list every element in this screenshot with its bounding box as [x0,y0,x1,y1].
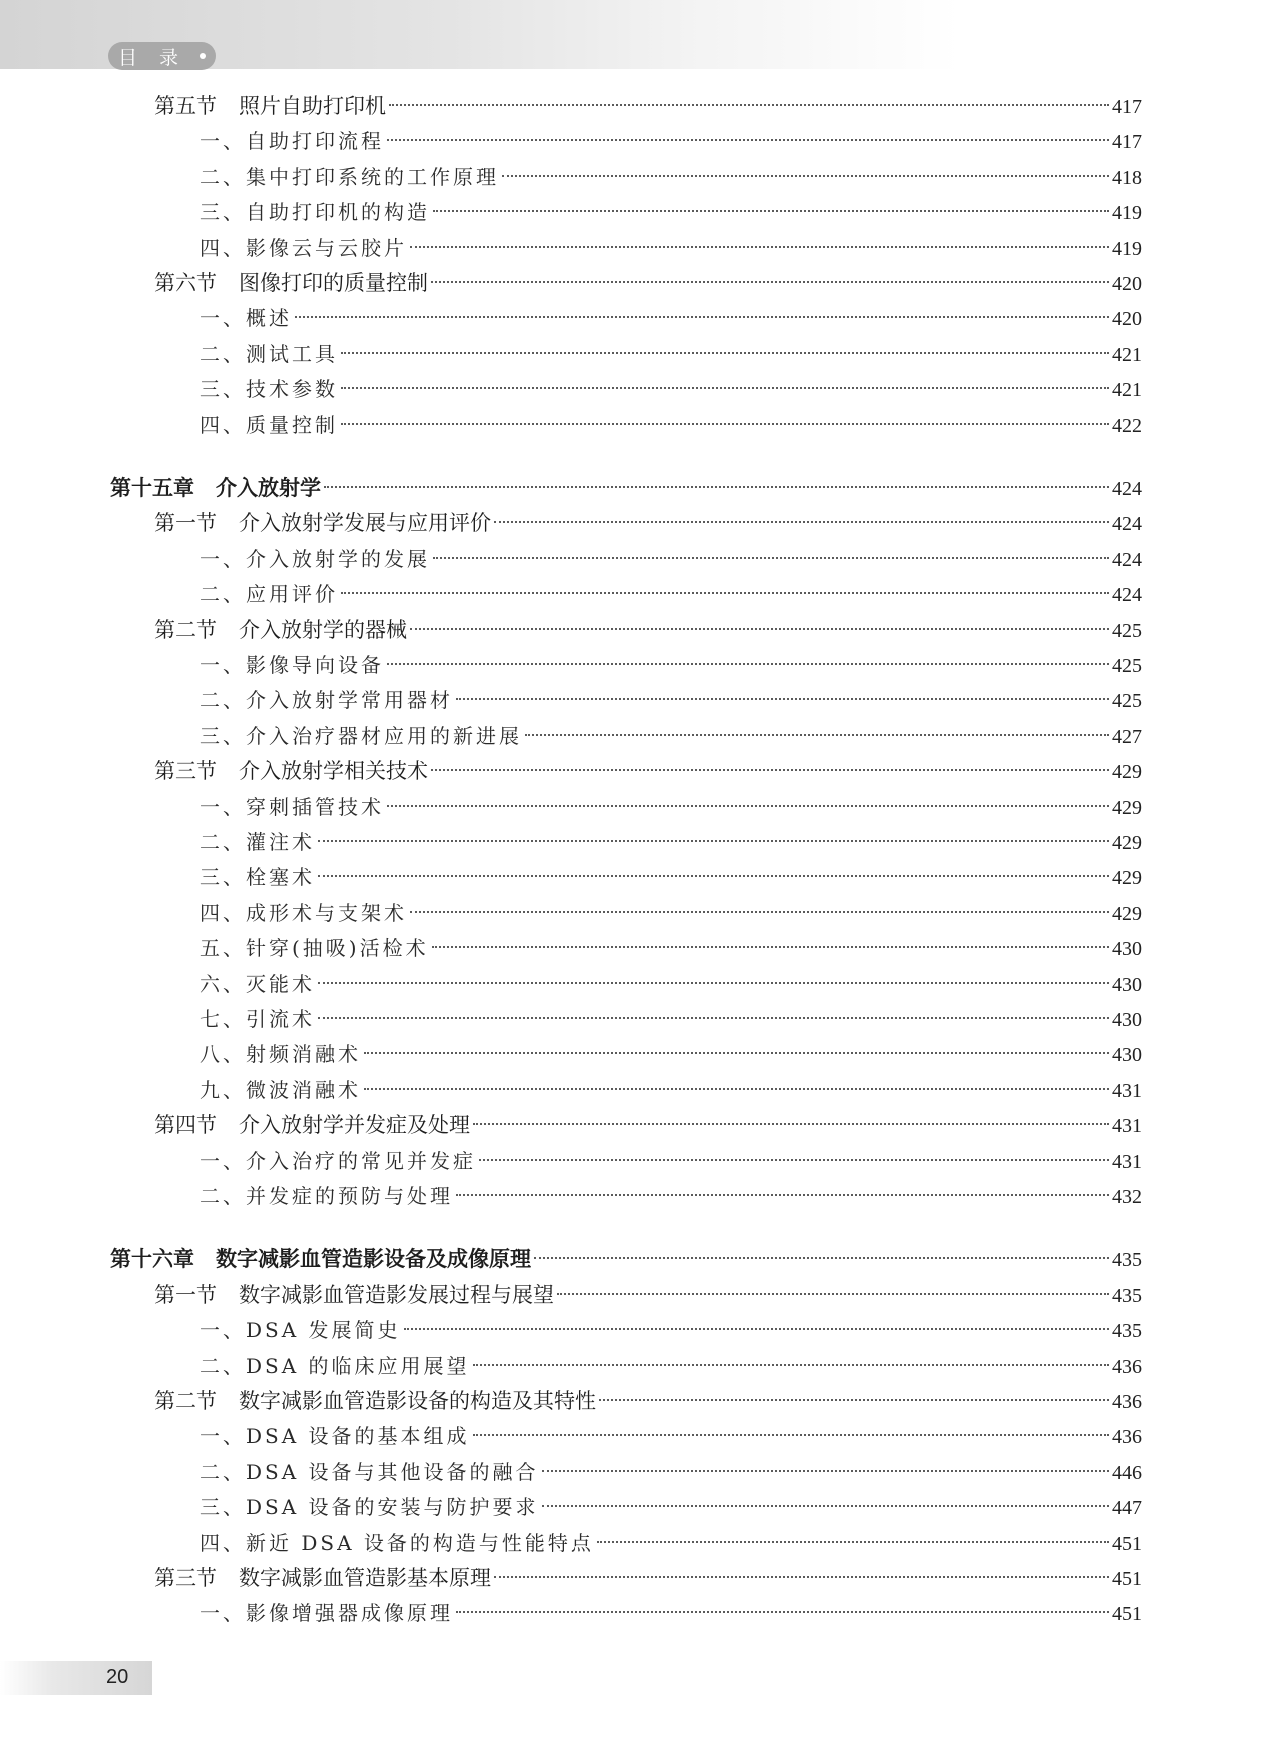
toc-item-row [110,232,1142,266]
toc-item-row [110,196,1142,230]
dot-leader [494,1576,1109,1578]
dot-leader [404,1328,1109,1330]
toc-entry-title [200,684,453,713]
dot-leader [295,316,1109,318]
toc-entry-text: 影像增强器成像原理 [246,1601,453,1626]
dot-leader [542,1470,1109,1472]
toc-entry-number: 八、 [200,1042,246,1067]
toc-entry-title [154,267,428,297]
dot-leader [410,246,1109,248]
toc-entry-text: 技术参数 [246,377,338,402]
toc-entry-number: 二、 [200,1184,246,1208]
toc-entry-number: 第一节 [154,511,217,536]
toc-page-number: 447 [1112,1497,1142,1520]
toc-page-number: 430 [1112,1009,1142,1031]
toc-entry-text: 介入治疗的常见并发症 [246,1148,476,1173]
dot-leader [473,1434,1109,1436]
toc-entry-number: 七、 [200,1007,246,1031]
dot-leader [431,769,1109,771]
dot-leader [341,592,1109,594]
toc-entry-title [200,897,407,926]
toc-entry-title [200,125,384,154]
toc-item-row [110,1180,1142,1214]
toc-entry-number: 一、 [200,306,246,331]
toc-entry-number: 四、 [200,235,246,260]
toc-item-row [110,1038,1142,1072]
dot-leader [456,1194,1109,1196]
toc-section-row [110,90,1142,124]
toc-entry-text: 自助打印机的构造 [246,200,430,225]
toc-entry-text: DSA 设备的基本组成 [246,1424,470,1449]
toc-entry-number: 四、 [200,1530,246,1555]
dot-leader [387,805,1109,807]
dot-leader [473,1123,1109,1125]
toc-entry-title [110,1243,531,1273]
toc-entry-title [200,968,315,997]
toc-page-number: 424 [1112,584,1142,607]
toc-item-row [110,826,1142,860]
dot-leader [387,139,1109,141]
dot-leader [318,875,1109,877]
toc-section-row [110,1109,1142,1143]
toc-entry-number: 三、 [200,200,246,225]
toc-page-number: 435 [1112,1249,1142,1272]
toc-entry-number: 二、 [200,1353,246,1378]
toc-entry-number: 第一节 [154,1282,217,1307]
dot-leader [456,1611,1109,1613]
toc-entry-number: 三、 [200,723,246,748]
toc-entry-title [200,1420,470,1449]
toc-page-number: 430 [1112,938,1142,961]
toc-entry-number: 第十六章 [110,1246,194,1272]
toc-entry-title [200,649,384,678]
footer-band [0,1661,152,1695]
toc-entry-text: 测试工具 [246,341,338,366]
toc-entry-number: 三、 [200,865,246,890]
toc-entry-title [154,1279,554,1309]
toc-entry-number: 四、 [200,412,246,437]
toc-entry-title [200,373,338,402]
dot-leader [473,1364,1109,1366]
dot-leader [525,734,1109,736]
toc-entry-number: 二、 [200,582,246,607]
toc-entry-text: 数字减影血管造影基本原理 [239,1566,491,1590]
toc-entry-title [200,302,292,331]
toc-item-row [110,861,1142,895]
toc-item-row [110,1350,1142,1384]
dot-leader [410,628,1109,630]
dot-leader [341,352,1109,354]
toc-page-number: 451 [1112,1568,1142,1590]
toc-page-number: 430 [1112,973,1142,996]
toc-page-number: 425 [1112,619,1142,642]
toc-page-number: 446 [1112,1461,1142,1484]
toc-item-row [110,1420,1142,1454]
toc-page-number: 429 [1112,867,1142,890]
toc-entry-title [154,507,491,537]
toc-entry-number: 第三节 [154,1566,217,1590]
dot-leader [341,387,1109,389]
toc-entry-text: 影像导向设备 [246,653,384,677]
toc-section-row [110,1562,1142,1596]
toc-entry-text: 图像打印的质量控制 [239,271,428,295]
toc-item-row [110,1597,1142,1631]
toc-entry-number: 一、 [200,1601,246,1626]
toc-entry-title [154,1562,491,1592]
toc-entry-text: 介入放射学的器械 [239,617,407,642]
toc-page-number: 420 [1112,308,1142,331]
toc-entry-number: 一、 [200,546,246,571]
toc-entry-text: DSA 设备的安装与防护要求 [246,1495,539,1520]
dot-leader [341,423,1109,425]
toc-entry-number: 第三节 [154,759,217,784]
toc-page-number: 417 [1112,131,1142,154]
toc-entry-number: 三、 [200,1495,246,1520]
toc-entry-number: 三、 [200,377,246,402]
toc-entry-number: 二、 [200,1459,246,1484]
toc-entry-number: 九、 [200,1077,246,1102]
toc-entry-text: 微波消融术 [246,1077,361,1102]
toc-page-number: 436 [1112,1391,1142,1413]
toc-page-number: 429 [1112,761,1142,784]
toc-item-row [110,932,1142,966]
dot-leader [542,1505,1109,1507]
toc-item-row [110,1145,1142,1179]
toc-page-number: 420 [1112,273,1142,295]
dot-leader [557,1293,1109,1295]
toc-entry-title [154,1385,596,1415]
dot-leader [456,698,1109,700]
toc-item-row [110,1491,1142,1525]
toc-page-number: 419 [1112,202,1142,225]
toc-entry-title [200,861,315,890]
toc-page-number: 422 [1112,414,1142,437]
toc-section-row [110,755,1142,789]
toc-page-number: 427 [1112,725,1142,748]
toc-entry-title [154,614,407,644]
toc-entry-title [200,232,407,261]
toc-entry-text: 针穿(抽吸)活检术 [246,936,429,961]
toc-entry-number: 一、 [200,794,246,819]
toc-entry-title [200,196,430,225]
toc-entry-number: 四、 [200,900,246,925]
dot-leader [494,521,1109,523]
toc-entry-title [200,791,384,820]
toc-page-number: 432 [1112,1186,1142,1208]
toc-page-number: 424 [1112,513,1142,536]
toc-page-number: 418 [1112,166,1142,189]
toc-entry-title [154,90,386,120]
toc-entry-number: 二、 [200,164,246,189]
toc-page-number: 429 [1112,796,1142,819]
toc-entry-title [200,720,522,749]
toc-page-number: 431 [1112,1115,1142,1138]
toc-entry-title [200,409,338,438]
toc-page-number: 419 [1112,237,1142,260]
dot-leader [433,557,1109,559]
toc-item-row [110,791,1142,825]
toc-entry-text: 集中打印系统的工作原理 [246,164,499,189]
toc-entry-title [200,1314,401,1343]
toc-entry-title [200,1038,361,1067]
toc-entry-text: 介入放射学并发症及处理 [239,1113,470,1138]
toc-page-number: 424 [1112,478,1142,500]
toc-entry-title [200,1597,453,1626]
bullet-dot-icon [200,53,206,59]
dot-leader [432,946,1109,948]
toc-entry-number: 二、 [200,341,246,366]
toc-entry-text: 质量控制 [246,412,338,437]
toc-section-row [110,614,1142,648]
toc-entry-text: 数字减影血管造影设备及成像原理 [216,1246,531,1272]
toc-entry-text: 栓塞术 [246,865,315,890]
toc-item-row [110,720,1142,754]
toc-item-row [110,543,1142,577]
toc-item-row [110,373,1142,407]
toc-item-row [110,968,1142,1002]
toc-entry-text: 应用评价 [246,582,338,607]
toc-entry-text: 数字减影血管造影设备的构造及其特性 [239,1389,596,1413]
toc-entry-number: 一、 [200,653,246,677]
toc-entry-title [200,1350,470,1379]
toc-entry-text: 并发症的预防与处理 [246,1184,453,1208]
toc-entry-title [200,1145,476,1174]
toc-entry-title [154,1109,470,1139]
toc-entry-text: 数字减影血管造影发展过程与展望 [239,1282,554,1307]
dot-leader [324,486,1109,488]
toc-item-row [110,1074,1142,1108]
toc-page-number: 429 [1112,832,1142,854]
dot-leader [534,1257,1109,1259]
toc-entry-number: 第五节 [154,94,217,118]
toc-entry-text: DSA 设备与其他设备的融合 [246,1459,539,1484]
toc-page-number: 451 [1112,1603,1142,1626]
dot-leader [364,1088,1109,1090]
page-number: 20 [106,1666,129,1688]
toc-entry-title [200,1456,539,1485]
toc-entry-title [200,543,430,572]
dot-leader [431,281,1109,283]
dot-leader [389,104,1109,106]
toc-entry-number: 一、 [200,1318,246,1343]
toc-entry-number: 二、 [200,830,246,854]
toc-entry-text: 照片自助打印机 [239,94,386,118]
toc-entry-text: 自助打印流程 [246,129,384,154]
toc-item-row [110,302,1142,336]
toc-entry-text: DSA 的临床应用展望 [246,1353,470,1378]
dot-leader [387,663,1109,665]
dot-leader [318,1017,1109,1019]
toc-item-row [110,1003,1142,1037]
toc-page-number: 424 [1112,548,1142,571]
toc-entry-text: 介入放射学常用器材 [246,688,453,713]
toc-entry-title [200,578,338,607]
toc-item-row [110,125,1142,159]
toc-chapter-row [110,1243,1142,1277]
toc-entry-text: DSA 发展简史 [246,1318,401,1343]
dot-leader [318,840,1109,842]
toc-entry-text: 穿刺插管技术 [246,794,384,819]
toc-entry-text: 介入放射学 [216,475,321,500]
dot-leader [410,911,1109,913]
toc-entry-text: 射频消融术 [246,1042,361,1067]
toc-entry-number: 五、 [200,936,246,961]
toc-entry-text: 成形术与支架术 [246,900,407,925]
toc-section-row [110,507,1142,541]
toc-entry-text: 介入治疗器材应用的新进展 [246,723,522,748]
toc-entry-title [200,1003,315,1032]
contents-header-tab [108,42,216,70]
dot-leader [433,210,1109,212]
dot-leader [479,1159,1109,1161]
toc-entry-text: 灭能术 [246,971,315,996]
dot-leader [502,175,1109,177]
toc-entry-title [200,161,499,190]
toc-entry-number: 第四节 [154,1113,217,1138]
toc-page-number: 435 [1112,1284,1142,1307]
toc-page-number: 431 [1112,1150,1142,1173]
toc-entry-text: 介入放射学发展与应用评价 [239,511,491,536]
toc-item-row [110,161,1142,195]
toc-item-row [110,1456,1142,1490]
toc-section-row [110,1279,1142,1313]
toc-item-row [110,338,1142,372]
toc-entry-title [200,1074,361,1103]
toc-entry-text: 概述 [246,306,292,331]
toc-section-row [110,1385,1142,1419]
toc-entry-title [200,1180,453,1209]
toc-entry-title [154,755,428,785]
toc-page-number: 425 [1112,690,1142,713]
toc-entry-title [200,338,338,367]
toc-item-row [110,684,1142,718]
toc-item-row [110,409,1142,443]
toc-page-number: 436 [1112,1355,1142,1378]
toc-entry-number: 第十五章 [110,475,194,500]
toc-page-number: 429 [1112,902,1142,925]
toc-page-number: 431 [1112,1079,1142,1102]
dot-leader [318,982,1109,984]
toc-entry-text: 灌注术 [246,830,315,854]
toc-item-row [110,1314,1142,1348]
toc-item-row [110,897,1142,931]
toc-entry-title [200,1527,594,1556]
toc-entry-text: 介入放射学的发展 [246,546,430,571]
toc-entry-text: 影像云与云胶片 [246,235,407,260]
toc-page-number: 436 [1112,1426,1142,1449]
toc-entry-text: 新近 DSA 设备的构造与性能特点 [246,1530,594,1555]
toc-entry-title [200,1491,539,1520]
toc-page-number: 421 [1112,343,1142,366]
toc-entry-number: 六、 [200,971,246,996]
toc-entry-title [110,472,321,502]
toc-entry-number: 第二节 [154,1389,217,1413]
toc-section-row [110,267,1142,301]
toc-entry-number: 一、 [200,129,246,154]
toc-entry-text: 介入放射学相关技术 [239,759,428,784]
toc-entry-number: 第六节 [154,271,217,295]
toc-entry-text: 引流术 [246,1007,315,1031]
contents-header-label: 目 录 [118,46,187,69]
toc-chapter-row [110,472,1142,506]
toc-item-row [110,1527,1142,1561]
toc-page-number: 417 [1112,96,1142,118]
toc-entry-number: 第二节 [154,617,217,642]
toc-entry-title [200,932,429,961]
toc-page-number: 421 [1112,379,1142,402]
dot-leader [364,1052,1109,1054]
toc-entry-title [200,826,315,855]
toc-item-row [110,649,1142,683]
dot-leader [599,1399,1109,1401]
toc-page-number: 430 [1112,1044,1142,1067]
toc-page-number: 451 [1112,1532,1142,1555]
toc-page-number: 435 [1112,1320,1142,1343]
toc-entry-number: 一、 [200,1148,246,1173]
toc-page-number: 425 [1112,655,1142,677]
toc-item-row [110,578,1142,612]
toc-entry-number: 一、 [200,1424,246,1449]
dot-leader [597,1541,1109,1543]
toc-entry-number: 二、 [200,688,246,713]
